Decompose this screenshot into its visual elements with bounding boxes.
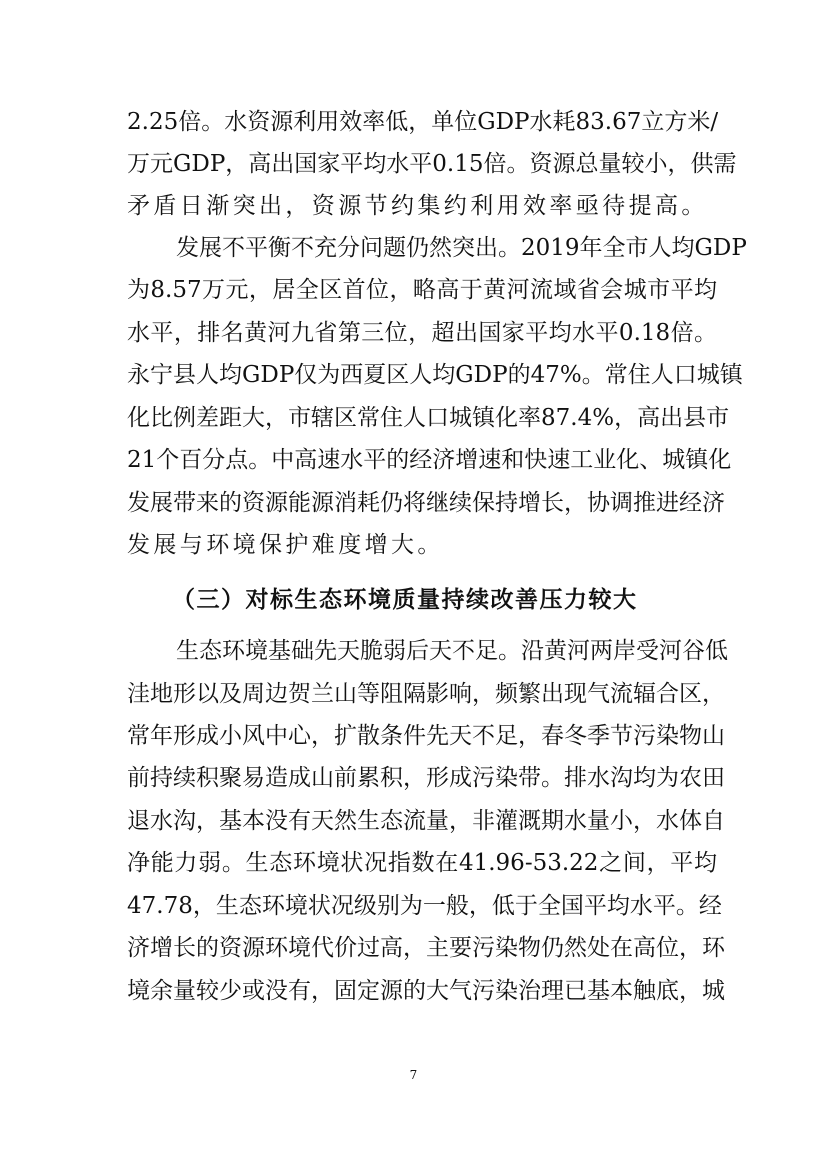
text-line: 洼地形以及周边贺兰山等阻隔影响，频繁出现气流辐合区， <box>127 681 725 707</box>
text-line: 47.78，生态环境状况级别为一般，低于全国平均水平。经 <box>127 893 722 919</box>
text-line: 境余量较少或没有，固定源的大气污染治理已基本触底，城 <box>127 978 725 1004</box>
text-line: 水平，排名黄河九省第三位，超出国家平均水平0.18倍。 <box>127 320 717 346</box>
text-line: 为8.57万元，居全区首位，略高于黄河流域省会城市平均 <box>127 277 717 303</box>
text-line: 发展与环境保护难度增大。 <box>127 532 444 558</box>
text-line: 发展带来的资源能源消耗仍将继续保持增长，协调推进经济 <box>127 490 725 516</box>
page-number: 7 <box>409 1068 418 1082</box>
text-line: 净能力弱。生态环境状况指数在41.96-53.22之间，平均 <box>127 850 717 876</box>
text-line: 生态环境基础先天脆弱后天不足。沿黄河两岸受河谷低 <box>176 638 728 664</box>
text-line: 退水沟，基本没有天然生态流量，非灌溉期水量小，水体自 <box>127 808 725 834</box>
text-line: 永宁县人均GDP仅为西夏区人均GDP的47%。常住人口城镇 <box>127 362 743 388</box>
text-line: 济增长的资源环境代价过高，主要污染物仍然处在高位，环 <box>127 935 725 961</box>
text-line: 发展不平衡不充分问题仍然突出。2019年全市人均GDP <box>176 235 747 261</box>
text-line: 化比例差距大，市辖区常住人口城镇化率87.4%，高出县市 <box>127 405 730 431</box>
text-line: 万元GDP，高出国家平均水平0.15倍。资源总量较小，供需 <box>127 151 737 177</box>
text-line: 矛盾日渐突出，资源节约集约利用效率亟待提高。 <box>127 193 708 219</box>
section-heading: （三）对标生态环境质量持续改善压力较大 <box>172 586 638 613</box>
text-line: 21个百分点。中高速水平的经济增速和快速工业化、城镇化 <box>127 447 732 473</box>
text-line: 常年形成小风中心，扩散条件先天不足，春冬季节污染物山 <box>127 723 725 749</box>
text-line: 前持续积聚易造成山前累积，形成污染带。排水沟均为农田 <box>127 765 725 791</box>
text-line: 2.25倍。水资源利用效率低，单位GDP水耗83.67立方米/ <box>127 109 719 135</box>
